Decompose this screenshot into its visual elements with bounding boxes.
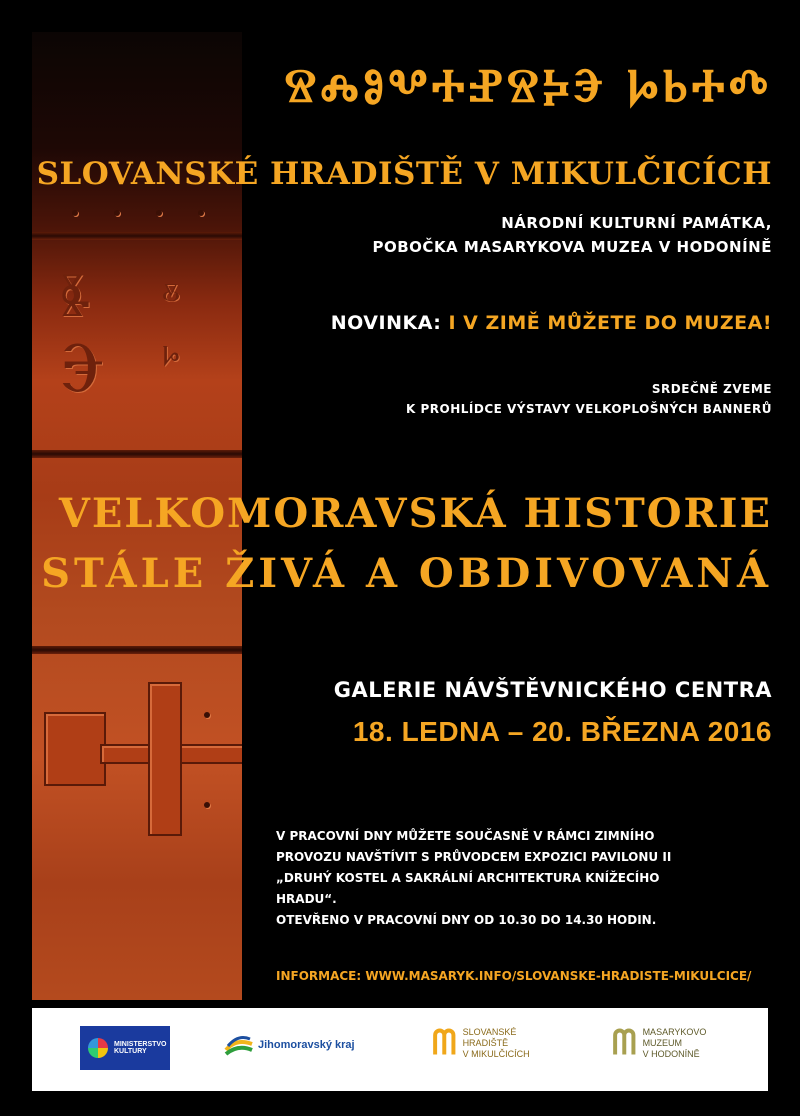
rivet <box>156 210 162 216</box>
ministry-emblem-icon <box>88 1038 108 1058</box>
invitation-line: K PROHLÍDCE VÝSTAVY VELKOPLOŠNÝCH BANNERŮ <box>406 402 772 416</box>
rivet <box>204 712 210 718</box>
m-mark-icon: ᗰ <box>612 1024 637 1062</box>
logo-text: MUZEUM <box>642 1037 683 1048</box>
door-glyph: Ⱛ <box>60 259 92 329</box>
novinka-text: I V ZIMĚ MŮŽETE DO MUZEA! <box>448 312 772 334</box>
subtitle-line: NÁRODNÍ KULTURNÍ PAMÁTKA, <box>501 214 772 232</box>
rivet <box>198 210 204 216</box>
invitation-line: SRDEČNĚ ZVEME <box>651 382 772 396</box>
logo-text: V MIKULČICÍCH <box>462 1048 530 1059</box>
rivet <box>204 802 210 808</box>
region-logo <box>224 1034 355 1056</box>
details-line: PROVOZU NAVŠTÍVIT S PRŮVODCEM EXPOZICI PAVILONU II <box>276 850 672 864</box>
rivet <box>114 210 120 216</box>
details-line: „DRUHÝ KOSTEL A SAKRÁLNÍ ARCHITEKTURA KNÍŽECÍHO <box>276 871 660 885</box>
novinka-line <box>331 312 772 334</box>
glagolitic-title: ⰔⰎⰑⰂⰀⰐⰔⰍⰅ ⰘⰓⰀⰄ <box>284 58 772 112</box>
info-link[interactable]: INFORMACE: WWW.MASARYK.INFO/SLOVANSKE-HRADISTE-MIKULCICE/ <box>276 969 752 983</box>
m-mark-icon: ᗰ <box>432 1024 457 1062</box>
hinge-strap <box>148 682 182 836</box>
novinka-label: NOVINKA: <box>330 312 442 334</box>
door-glyph: Ⱈ <box>162 340 180 370</box>
door-seam <box>32 232 242 240</box>
muzeum-logo <box>612 1026 706 1060</box>
logo-text: MASARYKOVO <box>642 1026 707 1037</box>
hradiste-logo <box>432 1026 530 1060</box>
exhibition-title: STÁLE ŽIVÁ A OBDIVOVANÁ <box>41 550 772 597</box>
rivet <box>72 210 78 216</box>
ministry-name: MINISTERSTVO KULTURY <box>114 1041 167 1055</box>
details-line: HRADU“. <box>276 892 337 906</box>
hradiste-name <box>463 1027 530 1060</box>
subtitle-line: POBOČKA MASARYKOVA MUZEA V HODONÍNĚ <box>372 238 772 256</box>
muzeum-name <box>643 1027 707 1060</box>
region-swoosh-icon <box>224 1034 254 1056</box>
hinge-plate <box>44 712 106 786</box>
details-paragraph <box>276 826 772 931</box>
door-glyph: Ⰻ <box>162 278 181 308</box>
details-line: OTEVŘENO V PRACOVNÍ DNY OD 10.30 DO 14.30 HODIN. <box>276 913 657 927</box>
door-seam <box>32 646 242 654</box>
details-line: V PRACOVNÍ DNY MŮŽETE SOUČASNĚ V RÁMCI ZIMNÍHO <box>276 829 655 843</box>
logo-text: HRADIŠTĚ <box>462 1037 509 1048</box>
door-glyph: Ⰵ <box>60 326 105 408</box>
logo-footer <box>32 1008 768 1091</box>
logo-text: SLOVANSKÉ <box>462 1026 517 1037</box>
logo-text: V HODONÍNĚ <box>642 1048 700 1059</box>
door-seam <box>32 450 242 458</box>
ministry-logo <box>80 1026 170 1070</box>
site-name: SLOVANSKÉ HRADIŠTĚ V MIKULČICÍCH <box>36 156 772 192</box>
exhibition-title: VELKOMORAVSKÁ HISTORIE <box>58 490 772 537</box>
exhibition-dates: 18. LEDNA – 20. BŘEZNA 2016 <box>352 716 772 747</box>
venue: GALERIE NÁVŠTĚVNICKÉHO CENTRA <box>333 678 772 702</box>
region-name: Jihomoravský kraj <box>258 1039 355 1051</box>
